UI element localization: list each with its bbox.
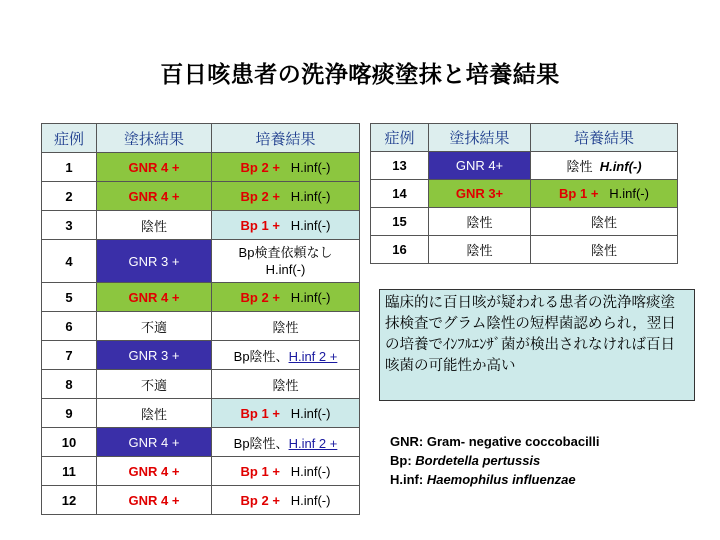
table-row xyxy=(42,182,360,211)
table-row xyxy=(42,486,360,515)
header-case: 症例 xyxy=(42,124,97,153)
table-row xyxy=(42,312,360,341)
culture-text: 陰性 xyxy=(590,243,617,258)
table-row xyxy=(42,457,360,486)
case-number-cell: 13 xyxy=(371,152,429,180)
case-number-cell: 15 xyxy=(371,208,429,236)
header-culture: 培養結果 xyxy=(531,124,678,152)
legend-hinf xyxy=(390,470,600,489)
smear-result-cell: GNR 4 + xyxy=(97,153,212,182)
case-number-cell: 16 xyxy=(371,236,429,264)
legend-hinf-label: H.inf: xyxy=(390,472,427,487)
header-culture: 培養結果 xyxy=(212,124,360,153)
culture-bp-text: Bp 1 + xyxy=(559,186,599,201)
culture-hinf-text: H.inf(-) xyxy=(290,159,331,175)
table-row xyxy=(42,240,360,283)
smear-result-cell: GNR 3 + xyxy=(97,240,212,283)
header-smear: 塗抹結果 xyxy=(429,124,531,152)
smear-result-cell: GNR 4 + xyxy=(97,486,212,515)
smear-result-cell: 不適 xyxy=(97,370,212,399)
abbreviation-legend xyxy=(390,432,600,489)
case-number-cell: 6 xyxy=(42,312,97,341)
case-number-cell: 10 xyxy=(42,428,97,457)
table-row xyxy=(42,341,360,370)
case-number-cell: 11 xyxy=(42,457,97,486)
culture-result-cell xyxy=(212,312,360,341)
culture-bp-text: Bp 1 + xyxy=(240,463,280,479)
table-row xyxy=(42,399,360,428)
culture-result-cell xyxy=(212,457,360,486)
culture-bp-text: Bp 1 + xyxy=(240,405,280,421)
smear-result-cell: GNR 4+ xyxy=(429,152,531,180)
smear-result-cell: GNR 3 + xyxy=(97,341,212,370)
culture-bp-text: Bp陰性、 xyxy=(233,348,289,364)
legend-gnr xyxy=(390,432,600,451)
table-header-row xyxy=(371,124,678,152)
table-row xyxy=(371,208,678,236)
culture-hinf-text: H.inf(-) xyxy=(609,186,649,201)
legend-gnr-text: Gram- negative coccobacilli xyxy=(426,434,600,449)
interpretation-note: 臨床的に百日咳が疑われる患者の洗浄喀痰塗抹検査でグラム陰性の短桿菌認められ，翌日の培養でｲﾝﾌﾙｴﾝｻﾞ菌が検出されなければ百日咳菌の可能性か高い xyxy=(379,289,695,401)
culture-result-cell xyxy=(212,399,360,428)
table-row xyxy=(371,180,678,208)
table-row xyxy=(371,236,678,264)
culture-bp-text: Bp 1 + xyxy=(240,217,280,233)
smear-result-cell: GNR 4 + xyxy=(97,428,212,457)
culture-text: 陰性 xyxy=(590,215,617,230)
culture-result-cell xyxy=(212,182,360,211)
legend-gnr-label: GNR: xyxy=(390,434,427,449)
culture-text: 陰性 xyxy=(272,377,299,393)
culture-result-cell xyxy=(212,428,360,457)
culture-hinf-text: H.inf(-) xyxy=(290,492,331,508)
culture-result-cell xyxy=(212,370,360,399)
case-number-cell: 3 xyxy=(42,211,97,240)
table-row xyxy=(42,211,360,240)
culture-hinf-link: H.inf 2 + xyxy=(288,348,338,364)
culture-result-cell xyxy=(212,486,360,515)
legend-bp xyxy=(390,451,600,470)
culture-text: 陰性 xyxy=(272,319,299,335)
smear-result-cell: 陰性 xyxy=(97,399,212,428)
culture-bp-text: Bp 2 + xyxy=(240,289,280,305)
culture-hinf-text: H.inf(-) xyxy=(290,217,331,233)
legend-hinf-text: Haemophilus influenzae xyxy=(426,472,576,487)
header-case: 症例 xyxy=(371,124,429,152)
smear-result-cell: GNR 4 + xyxy=(97,283,212,312)
culture-hinf-text: H.inf(-) xyxy=(290,463,331,479)
culture-result-cell xyxy=(531,236,678,264)
table-row xyxy=(42,428,360,457)
header-smear: 塗抹結果 xyxy=(97,124,212,153)
culture-bp-text: Bp 2 + xyxy=(240,159,280,175)
culture-request-text: Bp検査依頼なし xyxy=(238,245,333,260)
table-row xyxy=(42,370,360,399)
slide-title: 百日咳患者の洗浄喀痰塗抹と培養結果 xyxy=(160,62,560,88)
culture-result-cell xyxy=(212,240,360,283)
smear-result-cell: 不適 xyxy=(97,312,212,341)
culture-result-cell xyxy=(212,211,360,240)
culture-bp-text: 陰性 xyxy=(566,159,593,174)
culture-hinf-text: H.inf(-) xyxy=(290,289,331,305)
culture-bp-text: Bp 2 + xyxy=(240,188,280,204)
smear-result-cell: 陰性 xyxy=(97,211,212,240)
culture-result-cell xyxy=(531,208,678,236)
culture-hinf-text: H.inf(-) xyxy=(599,159,642,174)
case-number-cell: 14 xyxy=(371,180,429,208)
table-header-row xyxy=(42,124,360,153)
results-table-right xyxy=(370,123,678,264)
case-number-cell: 8 xyxy=(42,370,97,399)
table-row xyxy=(371,152,678,180)
legend-bp-text: Bordetella pertussis xyxy=(415,453,541,468)
culture-result-cell xyxy=(212,153,360,182)
smear-result-cell: GNR 4 + xyxy=(97,457,212,486)
case-number-cell: 9 xyxy=(42,399,97,428)
culture-hinf-text: H.inf(-) xyxy=(265,262,306,277)
smear-result-cell: 陰性 xyxy=(429,236,531,264)
smear-result-cell: 陰性 xyxy=(429,208,531,236)
case-number-cell: 4 xyxy=(42,240,97,283)
smear-result-cell: GNR 3+ xyxy=(429,180,531,208)
culture-bp-text: Bp 2 + xyxy=(240,492,280,508)
culture-result-cell xyxy=(531,180,678,208)
culture-bp-text: Bp陰性、 xyxy=(233,435,289,451)
culture-result-cell xyxy=(212,283,360,312)
table-row xyxy=(42,153,360,182)
legend-bp-label: Bp: xyxy=(390,453,416,468)
culture-hinf-link: H.inf 2 + xyxy=(288,435,338,451)
culture-result-cell xyxy=(531,152,678,180)
case-number-cell: 12 xyxy=(42,486,97,515)
table-row xyxy=(42,283,360,312)
culture-result-cell xyxy=(212,341,360,370)
smear-result-cell: GNR 4 + xyxy=(97,182,212,211)
case-number-cell: 7 xyxy=(42,341,97,370)
culture-hinf-text: H.inf(-) xyxy=(290,405,331,421)
case-number-cell: 5 xyxy=(42,283,97,312)
culture-hinf-text: H.inf(-) xyxy=(290,188,331,204)
case-number-cell: 2 xyxy=(42,182,97,211)
case-number-cell: 1 xyxy=(42,153,97,182)
results-table-left xyxy=(41,123,360,515)
